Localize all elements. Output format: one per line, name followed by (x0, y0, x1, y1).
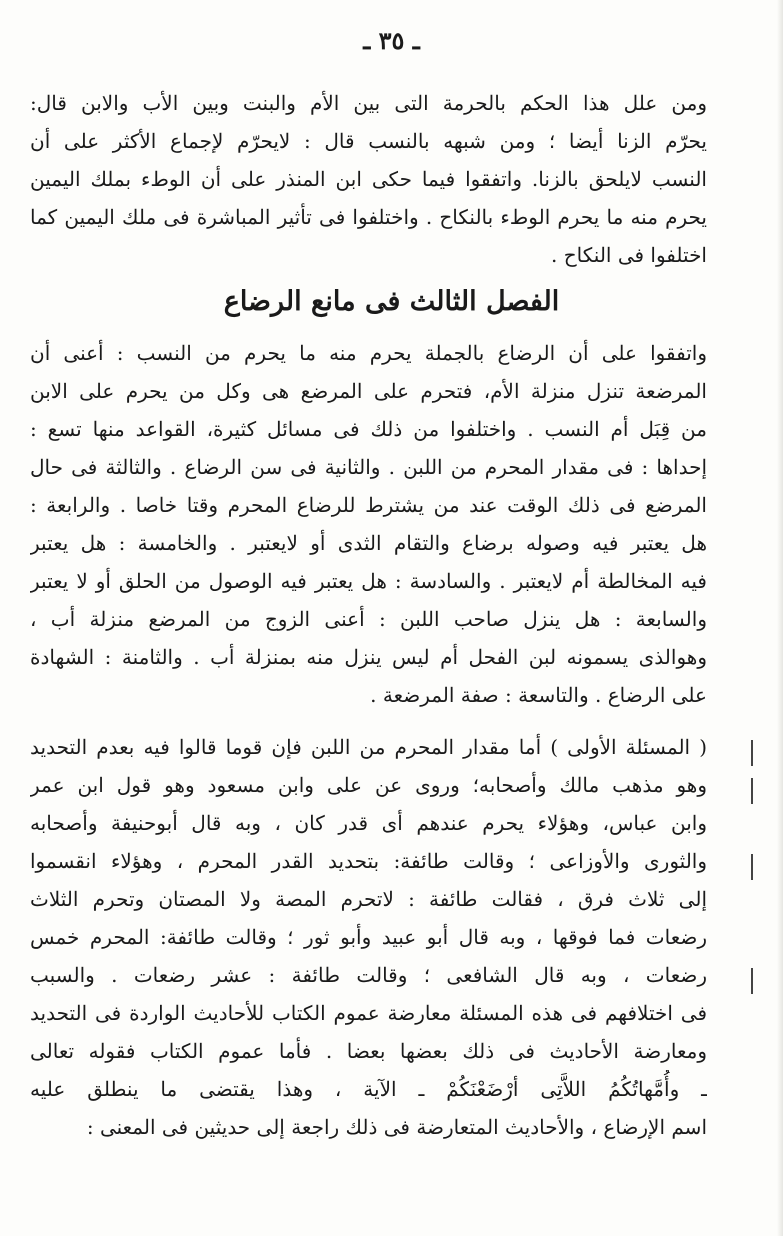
text-line: ـ وأُمَّهاتُكُمُ اللاَّتِى أرْضَعْنَكُمْ ـ الآية ، وهذا يقتضى ما ينطلق عليه (30, 1077, 707, 1101)
text-line: فى اختلافهم فى هذه المسئلة معارضة عموم الكتاب للأحاديث الواردة فى التحديد (30, 1001, 707, 1025)
text-line: واتفقوا على أن الرضاع بالجملة يحرم منه ما يحرم من النسب : أعنى أن (30, 341, 707, 365)
text-line: هل يعتبر فيه وصوله برضاع والتقام الثدى أو لايعتبر . والخامسة : هل يعتبر (30, 531, 707, 555)
text-line: والثورى والأوزاعى ؛ وقالت طائفة: بتحديد القدر المحرم ، وهؤلاء انقسموا (30, 849, 707, 873)
text-line: وهوالذى يسمونه لبن الفحل أم ليس ينزل منه بمنزلة أب . والثامنة : الشهادة (30, 645, 707, 669)
text-line: المرضعة تنزل منزلة الأم، فتحرم على المرضع هى وكل من يحرم على الابن (30, 379, 707, 403)
text-line: إحداها : فى مقدار المحرم من اللبن . والثانية فى سن الرضاع . والثالثة فى حال (30, 455, 707, 479)
text-line: والسابعة : هل ينزل صاحب اللبن : أعنى الزوج من المرضع منزلة أب ، (30, 607, 707, 631)
text-line: رضعات فما فوقها ، وبه قال أبو عبيد وأبو ثور ؛ وقالت طائفة: المحرم خمس (30, 925, 707, 949)
text-line: رضعات ، وبه قال الشافعى ؛ وقالت طائفة : عشر رضعات . والسبب (30, 963, 707, 987)
text-line: يحرم منه ما يحرم الوطء بالنكاح . واختلفوا فى تأثير المباشرة فى ملك اليمين كما (30, 205, 707, 229)
text-line: فيه المخالطة أم لايعتبر . والسادسة : هل يعتبر فيه الوصول من الحلق أو لا يعتبر (30, 569, 707, 593)
scan-edge-shadow (777, 0, 783, 1236)
text-line: وهو مذهب مالك وأصحابه؛ وروى عن على وابن مسعود وهو قول ابن عمر (30, 773, 707, 797)
margin-bracket-mark (748, 740, 753, 766)
paragraph-3 (30, 728, 707, 1146)
margin-bracket-mark (748, 968, 753, 994)
paragraph-1 (30, 84, 707, 274)
text-line: ومن علل هذا الحكم بالحرمة التى بين الأم والبنت وبين الأب والابن قال: (30, 91, 707, 115)
text-line: إلى ثلاث فرق ، فقالت طائفة : لاتحرم المصة ولا المصتان وتحرم الثلاث (30, 887, 707, 911)
text-line: على الرضاع . والتاسعة : صفة المرضعة . (370, 683, 707, 707)
margin-bracket-mark (748, 854, 753, 880)
margin-bracket-mark (748, 778, 753, 804)
text-line: اسم الإرضاع ، والأحاديث المتعارضة فى ذلك راجعة إلى حديثين فى المعنى : (86, 1115, 707, 1139)
text-line: ( المسئلة الأولى ) أما مقدار المحرم من اللبن فإن قوما قالوا فيه بعدم التحديد (30, 735, 707, 759)
text-line: من قِبَل أم النسب . واختلفوا من ذلك فى مسائل كثيرة، القواعد منها تسع : (30, 417, 707, 441)
text-line: اختلفوا فى النكاح . (551, 243, 707, 267)
text-line: يحرّم الزنا أيضا ؛ ومن شبهه بالنسب قال : لايحرّم لإجماع الأكثر على أن (30, 129, 707, 153)
text-line: وابن عباس، وهؤلاء يحرم عندهم أى قدر كان ، وبه قال أبوحنيفة وأصحابه (30, 811, 707, 835)
text-line: النسب لايلحق بالزنا. واتفقوا فيما حكى ابن المنذر على أن الوطء بملك اليمين (30, 167, 707, 191)
paragraph-2 (30, 334, 707, 714)
text-line: ومعارضة الأحاديث فى ذلك بعضها بعضا . فأما عموم الكتاب فقوله تعالى (30, 1039, 707, 1063)
section-heading: الفصل الثالث فى مانع الرضاع (223, 286, 560, 317)
text-line: المرضع فى ذلك الوقت عند من يشترط للرضاع المحرم وقتا خاصا . والرابعة : (30, 493, 707, 517)
page-number: ـ ٣٥ ـ (363, 26, 420, 55)
